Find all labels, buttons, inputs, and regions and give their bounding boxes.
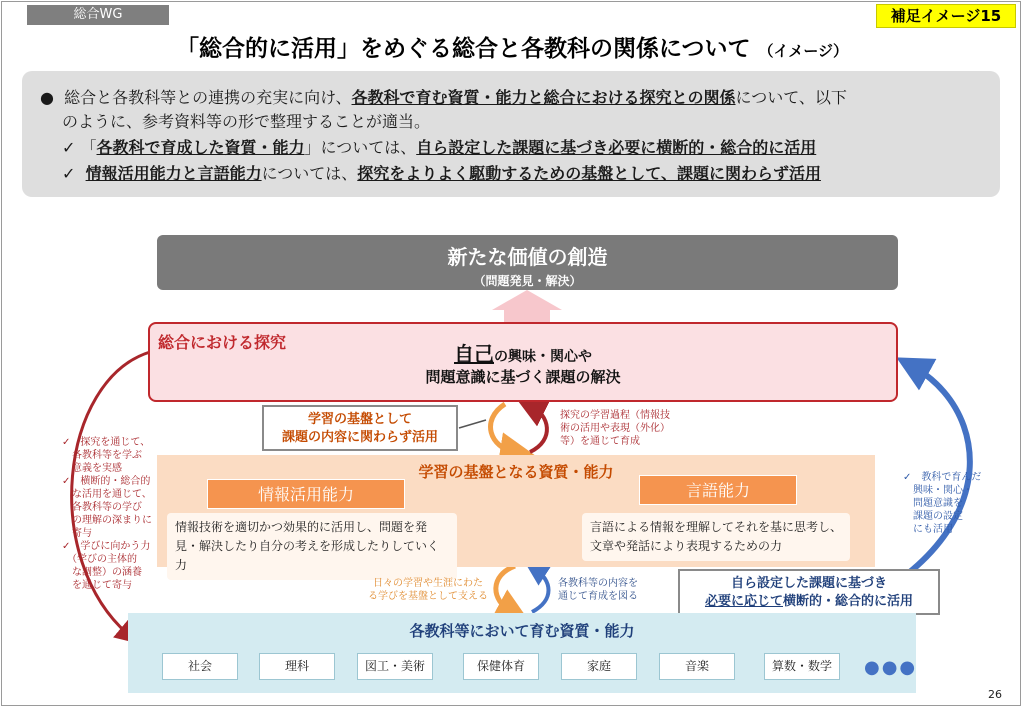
callout-foundation-line1: 学習の基盤として <box>307 412 412 427</box>
left-note-line: 意義を実感 <box>62 463 122 474</box>
subjects-title: 各教科等において育む資質・能力 <box>409 622 635 640</box>
foundation-title: 学習の基盤となる資質・能力 <box>418 463 614 481</box>
note-lower-left-line: る学びを基盤として支える <box>368 591 488 602</box>
subject-social: 社会 <box>162 653 238 680</box>
lang-desc-line: 文章や発話により表現するための力 <box>590 539 783 553</box>
left-note-line: の理解の深まりに <box>62 515 152 526</box>
lower-cycle-orange <box>496 566 515 612</box>
check1-pre: 「 <box>80 138 97 157</box>
note-upper-right-line: 探究の学習過程（情報技 <box>560 410 670 421</box>
check1-bold2: 自ら設定した課題に基づき必要に横断的・総合的に活用 <box>416 138 817 157</box>
more-subjects-dots: ●●● <box>864 657 918 678</box>
info-ability-label: 情報活用能力 <box>207 479 405 509</box>
subject-math: 算数・数学 <box>764 653 840 680</box>
section-tag: 総合WG <box>27 5 169 25</box>
inquiry-label: 総合における探究 <box>158 333 287 352</box>
lang-desc-line: 言語による情報を理解してそれを基に思考し、 <box>590 520 843 534</box>
note-lower-right-line: 各教科等の内容を <box>558 578 638 589</box>
left-note-line: ✓ 探究を通じて、 <box>62 437 151 448</box>
summary-check-1 <box>62 135 816 158</box>
subject-music: 音楽 <box>659 653 735 680</box>
subject-pe: 保健体育 <box>463 653 539 680</box>
callout-cross-underline: 必要に応じて <box>704 594 783 609</box>
note-lower-left <box>368 577 488 603</box>
page-number: 26 <box>988 688 1002 701</box>
inquiry-box <box>148 322 898 402</box>
up-arrow-to-goal <box>492 290 562 322</box>
check2-bold2: 探究をよりよく駆動するための基盤として、課題に関わらず活用 <box>357 164 821 183</box>
info-desc-line: 情報技術を適切かつ効果的に活用し、問題を発 <box>175 520 428 534</box>
left-note-line: 各教科等の学び <box>62 502 142 513</box>
goal-title: 新たな価値の創造 <box>447 245 608 269</box>
callout-cross-line1: 自ら設定した課題に基づき <box>730 576 887 591</box>
summary-box <box>22 71 1000 197</box>
note-lower-right <box>558 577 638 603</box>
left-note-line: ✓ 学びに向かう力 <box>62 541 151 552</box>
bullet-text-pre: 総合と各教科等との連携の充実に向け、 <box>64 88 352 107</box>
title-suffix: （イメージ） <box>758 42 849 60</box>
upper-cycle-red <box>530 405 547 452</box>
title-main: 「総合的に活用」をめぐる総合と各教科の関係について <box>175 36 751 62</box>
check-icon: ✓ <box>62 138 76 157</box>
note-upper-right-line: 術の活用や表現（外化） <box>560 423 670 434</box>
note-upper-right <box>560 409 670 448</box>
info-ability-desc <box>167 513 457 580</box>
check2-mid: については、 <box>261 164 358 183</box>
inquiry-line1-rest: の興味・関心や <box>494 349 592 365</box>
callout-cross-line2 <box>680 593 938 611</box>
right-notes <box>903 471 981 536</box>
subject-home: 家庭 <box>561 653 637 680</box>
summary-bullet-line2: のように、参考資料等の形で整理することが適当。 <box>62 112 431 131</box>
page-title <box>0 30 1024 63</box>
note-lower-left-line: 日々の学習や生涯にわた <box>373 578 483 589</box>
callout-foundation-line2: 課題の内容に関わらず活用 <box>281 430 438 445</box>
right-note-line: にも活用 <box>903 524 953 535</box>
info-desc-line: 見・解決したり自分の考えを形成したりしていく力 <box>175 539 440 572</box>
summary-bullet <box>40 85 847 108</box>
left-note-line: ✓ 横断的・総合的 <box>62 476 151 487</box>
inquiry-line1 <box>150 338 896 367</box>
language-ability-desc <box>582 513 850 561</box>
bullet-text-post: について、以下 <box>735 88 847 107</box>
language-ability-label: 言語能力 <box>639 475 797 505</box>
subject-science: 理科 <box>259 653 335 680</box>
summary-check-2 <box>62 161 821 184</box>
left-note-line: （学びの主体的 <box>62 554 137 565</box>
left-note-line: 各教科等を学ぶ <box>62 450 142 461</box>
subject-art: 図工・美術 <box>357 653 433 680</box>
foundation-box <box>157 455 875 572</box>
check-icon: ✓ <box>62 164 76 183</box>
check1-bold1: 各教科で育成した資質・能力 <box>96 138 305 157</box>
goal-box <box>157 235 898 290</box>
inquiry-self: 自己 <box>454 342 494 366</box>
left-note-line: な調整）の涵養 <box>62 567 142 578</box>
note-upper-right-line: 等）を通じて育成 <box>560 436 640 447</box>
right-note-line: 問題意識を <box>903 498 963 509</box>
check2-bold1: 情報活用能力と言語能力 <box>85 164 262 183</box>
bullet-text-bold: 各教科で育む資質・能力と総合における探究との関係 <box>351 88 736 107</box>
note-lower-right-line: 通じて育成を図る <box>558 591 638 602</box>
right-note-line: 課題の設定 <box>903 511 963 522</box>
right-note-line: ✓ 教科で育んだ <box>903 472 982 483</box>
callout-foundation <box>262 405 458 451</box>
check1-mid: 」については、 <box>304 138 417 157</box>
inquiry-line2: 問題意識に基づく課題の解決 <box>425 368 621 386</box>
left-note-line: な活用を通じて、 <box>62 489 152 500</box>
supplement-tag: 補足イメージ15 <box>876 4 1016 28</box>
callout-cross-rest: 横断的・総合的に活用 <box>783 594 914 609</box>
left-note-line: 寄与 <box>62 528 92 539</box>
goal-subtitle: （問題発見・解決） <box>473 274 582 288</box>
left-notes <box>62 436 152 592</box>
callout-pointer-foundation <box>459 420 486 428</box>
bullet-icon: ● <box>40 88 54 107</box>
right-note-line: 興味・関心・ <box>903 485 973 496</box>
callout-cross-curricular <box>678 569 940 615</box>
subjects-box <box>128 613 916 693</box>
left-note-line: を通じて寄与 <box>62 580 132 591</box>
upper-cycle-orange <box>491 404 515 452</box>
lower-cycle-blue <box>532 569 549 612</box>
